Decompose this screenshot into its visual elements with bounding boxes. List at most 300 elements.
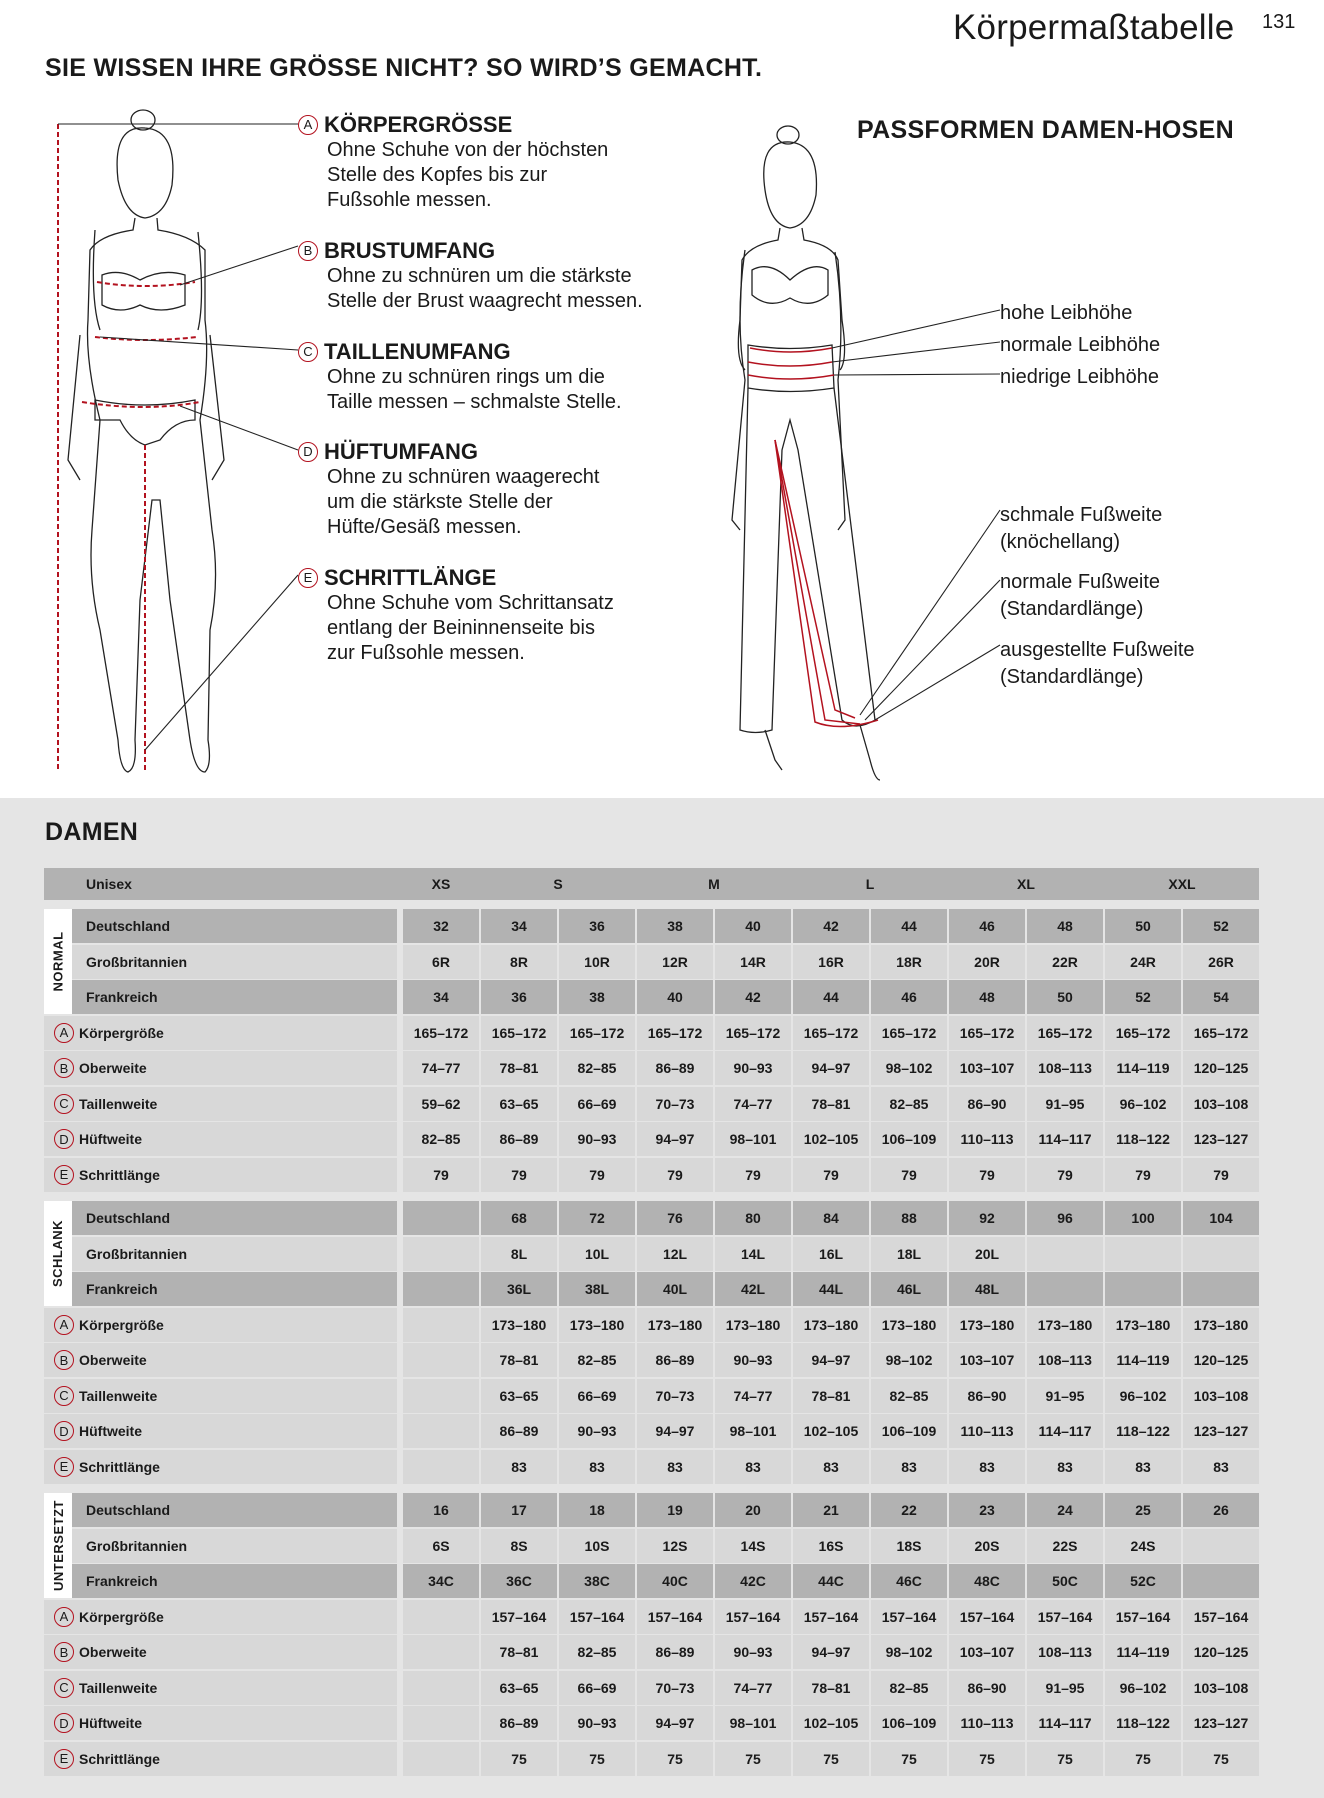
table-cell: 42 (793, 909, 869, 943)
table-header-label: Unisex (86, 876, 132, 892)
measure-letter-icon: A (54, 1607, 74, 1627)
section-label-text: UNTERSETZT (50, 1500, 66, 1592)
table-cell: 110–113 (949, 1122, 1025, 1156)
table-cell: 98–102 (871, 1635, 947, 1669)
table-cell: 96–102 (1105, 1087, 1181, 1121)
table-cell: 165–172 (793, 1016, 869, 1050)
table-cell: 173–180 (637, 1308, 713, 1342)
table-cell: 165–172 (1027, 1016, 1103, 1050)
measure-label-text: Oberweite (79, 1352, 147, 1369)
table-cell: 86–90 (949, 1379, 1025, 1413)
table-cell: 114–117 (1027, 1706, 1103, 1740)
table-cell: 83 (559, 1450, 635, 1484)
measure-label-text: Schrittlänge (79, 1458, 160, 1475)
table-cell: 22S (1027, 1529, 1103, 1563)
table-cell: 20S (949, 1529, 1025, 1563)
table-cell: 79 (1183, 1158, 1259, 1192)
table-cell: 94–97 (793, 1635, 869, 1669)
table-cell: 165–172 (715, 1016, 791, 1050)
table-cell: 173–180 (1183, 1308, 1259, 1342)
table-cell: 90–93 (559, 1122, 635, 1156)
table-cell: 82–85 (871, 1671, 947, 1705)
table-cell: 173–180 (949, 1308, 1025, 1342)
table-cell: 106–109 (871, 1122, 947, 1156)
table-cell: 79 (715, 1158, 791, 1192)
measurement-d (298, 439, 698, 540)
size-group-header: XS (431, 876, 451, 892)
table-cell: 23 (949, 1493, 1025, 1527)
section-label-schlank (44, 1201, 72, 1306)
table-cell: 24S (1105, 1529, 1181, 1563)
measure-row-label (54, 1122, 384, 1156)
table-cell (403, 1343, 479, 1377)
table-cell: 114–119 (1105, 1635, 1181, 1669)
measure-row-label (54, 1671, 384, 1705)
table-cell: 52 (1183, 909, 1259, 943)
table-cell: 18R (871, 945, 947, 979)
table-cell: 165–172 (403, 1016, 479, 1050)
measure-row-label (54, 1343, 384, 1377)
table-cell: 17 (481, 1493, 557, 1527)
size-row-label: Großbritannien (86, 953, 188, 970)
table-cell: 66–69 (559, 1671, 635, 1705)
table-cell: 46 (949, 909, 1025, 943)
passformen-title: PASSFORMEN DAMEN-HOSEN (857, 116, 1234, 144)
table-cell: 40L (637, 1272, 713, 1306)
size-row-label: Deutschland (86, 918, 171, 934)
table-cell: 114–119 (1105, 1343, 1181, 1377)
table-cell: 86–89 (481, 1122, 557, 1156)
table-cell: 75 (1027, 1742, 1103, 1776)
table-cell: 75 (1183, 1742, 1259, 1776)
table-cell: 12L (637, 1237, 713, 1271)
table-cell: 96–102 (1105, 1379, 1181, 1413)
table-cell: 78–81 (793, 1087, 869, 1121)
trouser-fit-illustration (720, 120, 1010, 790)
table-cell (1027, 1237, 1103, 1271)
table-cell: 98–101 (715, 1706, 791, 1740)
measure-row-label (54, 1379, 384, 1413)
size-row-label: Großbritannien (86, 1245, 188, 1262)
table-cell: 123–127 (1183, 1706, 1259, 1740)
table-cell: 91–95 (1027, 1379, 1103, 1413)
table-cell: 96 (1027, 1201, 1103, 1235)
table-cell: 72 (559, 1201, 635, 1235)
table-cell: 82–85 (559, 1343, 635, 1377)
table-cell: 103–107 (949, 1343, 1025, 1377)
table-cell: 46 (871, 980, 947, 1014)
table-cell: 36 (559, 909, 635, 943)
table-cell: 48 (1027, 909, 1103, 943)
table-cell (1027, 1272, 1103, 1306)
measure-row-label (54, 1742, 384, 1776)
table-cell: 157–164 (1183, 1600, 1259, 1634)
table-cell: 157–164 (1027, 1600, 1103, 1634)
table-cell: 91–95 (1027, 1671, 1103, 1705)
page-title: Körpermaßtabelle (953, 8, 1235, 47)
measurement-e (298, 565, 698, 666)
table-cell: 82–85 (403, 1122, 479, 1156)
table-cell: 110–113 (949, 1706, 1025, 1740)
table-cell: 118–122 (1105, 1706, 1181, 1740)
measure-label-text: Oberweite (79, 1060, 147, 1077)
measure-label-text: Taillenweite (79, 1095, 158, 1112)
table-cell: 74–77 (715, 1671, 791, 1705)
table-cell: 48 (949, 980, 1025, 1014)
table-cell (403, 1379, 479, 1413)
table-cell: 50 (1105, 909, 1181, 943)
table-cell: 118–122 (1105, 1122, 1181, 1156)
measure-row-label (54, 1414, 384, 1448)
table-cell: 40 (637, 980, 713, 1014)
table-cell: 173–180 (793, 1308, 869, 1342)
table-cell: 106–109 (871, 1414, 947, 1448)
table-cell: 94–97 (637, 1706, 713, 1740)
table-cell: 165–172 (559, 1016, 635, 1050)
table-cell (403, 1237, 479, 1271)
table-cell: 79 (871, 1158, 947, 1192)
table-cell: 165–172 (481, 1016, 557, 1050)
measure-label-text: Hüftweite (79, 1131, 142, 1148)
table-cell: 94–97 (793, 1343, 869, 1377)
measure-row-label (54, 1158, 384, 1192)
table-cell: 38 (559, 980, 635, 1014)
table-cell: 84 (793, 1201, 869, 1235)
table-cell: 26 (1183, 1493, 1259, 1527)
measurement-title: TAILLENUMFANG (324, 339, 511, 364)
table-cell: 102–105 (793, 1414, 869, 1448)
table-cell: 6R (403, 945, 479, 979)
table-cell: 157–164 (949, 1600, 1025, 1634)
table-cell: 173–180 (1027, 1308, 1103, 1342)
table-cell: 66–69 (559, 1087, 635, 1121)
table-cell: 40 (715, 909, 791, 943)
table-cell: 82–85 (559, 1051, 635, 1085)
table-cell: 108–113 (1027, 1635, 1103, 1669)
measure-row-label (54, 1308, 384, 1342)
table-cell: 34 (481, 909, 557, 943)
measure-label-text: Schrittlänge (79, 1750, 160, 1767)
table-cell: 90–93 (715, 1343, 791, 1377)
table-cell: 90–93 (715, 1051, 791, 1085)
table-cell: 83 (715, 1450, 791, 1484)
table-cell: 21 (793, 1493, 869, 1527)
table-cell: 118–122 (1105, 1414, 1181, 1448)
measurement-letter: D (298, 442, 318, 462)
table-cell: 18L (871, 1237, 947, 1271)
table-cell: 79 (637, 1158, 713, 1192)
measurement-description: Ohne Schuhe vom Schrittansatz entlang der Beininnenseite bis zur Fußsohle messen. (327, 592, 614, 664)
table-cell: 86–89 (481, 1414, 557, 1448)
table-cell: 83 (637, 1450, 713, 1484)
table-cell: 34 (403, 980, 479, 1014)
table-cell: 165–172 (949, 1016, 1025, 1050)
table-cell: 157–164 (793, 1600, 869, 1634)
table-cell: 98–102 (871, 1343, 947, 1377)
table-cell: 20L (949, 1237, 1025, 1271)
table-cell: 20 (715, 1493, 791, 1527)
measure-letter-icon: D (54, 1421, 74, 1441)
table-cell (403, 1600, 479, 1634)
table-cell: 165–172 (1183, 1016, 1259, 1050)
table-cell: 22 (871, 1493, 947, 1527)
table-cell: 14L (715, 1237, 791, 1271)
measure-row-label (54, 1450, 384, 1484)
measure-letter-icon: D (54, 1713, 74, 1733)
table-cell: 8S (481, 1529, 557, 1563)
measure-label-text: Oberweite (79, 1644, 147, 1661)
table-cell: 120–125 (1183, 1051, 1259, 1085)
size-group-header: L (865, 876, 875, 892)
section-label-untersetzt (44, 1493, 72, 1598)
table-cell: 102–105 (793, 1122, 869, 1156)
table-cell: 165–172 (637, 1016, 713, 1050)
table-cell: 157–164 (871, 1600, 947, 1634)
table-cell (1105, 1272, 1181, 1306)
measure-letter-icon: B (54, 1642, 74, 1662)
table-cell: 106–109 (871, 1706, 947, 1740)
section-label-text: SCHLANK (50, 1220, 66, 1288)
table-cell: 114–117 (1027, 1122, 1103, 1156)
table-cell: 92 (949, 1201, 1025, 1235)
size-row-label: Deutschland (86, 1502, 171, 1518)
table-cell: 120–125 (1183, 1343, 1259, 1377)
table-cell: 36 (481, 980, 557, 1014)
table-cell: 12R (637, 945, 713, 979)
table-cell: 10L (559, 1237, 635, 1271)
table-cell: 36L (481, 1272, 557, 1306)
table-cell: 86–89 (637, 1343, 713, 1377)
table-cell: 75 (637, 1742, 713, 1776)
measurement-description: Ohne zu schnüren um die stärkste Stelle der Brust waagrecht messen. (327, 265, 643, 312)
table-cell: 44 (793, 980, 869, 1014)
table-cell (403, 1671, 479, 1705)
table-cell: 74–77 (403, 1051, 479, 1085)
table-cell: 102–105 (793, 1706, 869, 1740)
measure-letter-icon: C (54, 1094, 74, 1114)
measure-letter-icon: B (54, 1058, 74, 1078)
section-label-normal (44, 909, 72, 1014)
table-cell: 24R (1105, 945, 1181, 979)
size-row-label: Deutschland (86, 1210, 171, 1226)
table-cell: 82–85 (871, 1087, 947, 1121)
table-cell: 79 (403, 1158, 479, 1192)
table-cell: 54 (1183, 980, 1259, 1014)
table-cell: 26R (1183, 945, 1259, 979)
fit-label-flared-leg: ausgestellte Fußweite (Standardlänge) (1000, 639, 1195, 688)
measure-label-text: Taillenweite (79, 1387, 158, 1404)
fit-label-high-rise: hohe Leibhöhe (1000, 302, 1133, 324)
table-cell: 8L (481, 1237, 557, 1271)
table-cell (403, 1201, 479, 1235)
measure-label-text: Schrittlänge (79, 1166, 160, 1183)
table-cell: 108–113 (1027, 1343, 1103, 1377)
table-cell: 98–101 (715, 1122, 791, 1156)
table-cell: 20R (949, 945, 1025, 979)
table-cell: 108–113 (1027, 1051, 1103, 1085)
table-cell: 16 (403, 1493, 479, 1527)
table-cell: 78–81 (481, 1635, 557, 1669)
table-cell (403, 1272, 479, 1306)
table-cell: 157–164 (1105, 1600, 1181, 1634)
page-number: 131 (1262, 11, 1296, 33)
table-cell: 100 (1105, 1201, 1181, 1235)
table-cell: 90–93 (559, 1706, 635, 1740)
size-group-header: XXL (1168, 876, 1196, 892)
fit-label-normal-leg: normale Fußweite (Standardlänge) (1000, 571, 1161, 620)
measure-row-label (54, 1635, 384, 1669)
measurement-title: HÜFTUMFANG (324, 439, 478, 464)
table-cell: 75 (793, 1742, 869, 1776)
table-cell: 98–102 (871, 1051, 947, 1085)
table-cell: 75 (715, 1742, 791, 1776)
table-cell: 83 (481, 1450, 557, 1484)
table-cell: 63–65 (481, 1087, 557, 1121)
table-cell: 63–65 (481, 1379, 557, 1413)
table-cell: 83 (1183, 1450, 1259, 1484)
table-cell (403, 1308, 479, 1342)
table-cell: 82–85 (871, 1379, 947, 1413)
table-cell: 75 (481, 1742, 557, 1776)
table-cell: 82–85 (559, 1635, 635, 1669)
table-cell: 16L (793, 1237, 869, 1271)
table-cell: 86–89 (481, 1706, 557, 1740)
measure-row-label (54, 1706, 384, 1740)
table-cell: 98–101 (715, 1414, 791, 1448)
table-cell: 78–81 (481, 1343, 557, 1377)
measure-letter-icon: E (54, 1749, 74, 1769)
table-cell: 79 (481, 1158, 557, 1192)
table-cell: 42 (715, 980, 791, 1014)
table-cell: 83 (871, 1450, 947, 1484)
table-cell: 50C (1027, 1564, 1103, 1598)
table-cell: 83 (949, 1450, 1025, 1484)
table-cell: 157–164 (559, 1600, 635, 1634)
table-cell: 75 (1105, 1742, 1181, 1776)
table-cell: 12S (637, 1529, 713, 1563)
table-cell: 10R (559, 945, 635, 979)
table-cell: 104 (1183, 1201, 1259, 1235)
measurement-description: Ohne Schuhe von der höchsten Stelle des Kopfes bis zur Fußsohle messen. (327, 139, 609, 211)
table-cell: 79 (559, 1158, 635, 1192)
table-cell: 86–90 (949, 1671, 1025, 1705)
table-cell: 94–97 (793, 1051, 869, 1085)
measurement-letter: A (298, 115, 318, 135)
measurement-title: KÖRPERGRÖSSE (324, 112, 513, 137)
table-cell: 120–125 (1183, 1635, 1259, 1669)
table-cell: 18S (871, 1529, 947, 1563)
table-cell: 173–180 (559, 1308, 635, 1342)
table-cell: 52 (1105, 980, 1181, 1014)
measure-row-label (54, 1016, 384, 1050)
measure-letter-icon: E (54, 1165, 74, 1185)
size-group-header: S (553, 876, 563, 892)
size-row-label: Frankreich (86, 989, 158, 1006)
table-cell: 103–108 (1183, 1671, 1259, 1705)
table-cell: 46L (871, 1272, 947, 1306)
table-cell (403, 1635, 479, 1669)
table-cell: 173–180 (715, 1308, 791, 1342)
size-group-header: XL (1017, 876, 1035, 892)
table-cell: 83 (1105, 1450, 1181, 1484)
measure-label-text: Taillenweite (79, 1679, 158, 1696)
table-cell: 123–127 (1183, 1414, 1259, 1448)
table-cell: 22R (1027, 945, 1103, 979)
table-cell: 38L (559, 1272, 635, 1306)
table-cell: 14R (715, 945, 791, 979)
table-cell: 16R (793, 945, 869, 979)
measurement-b (298, 238, 698, 314)
size-row-label: Frankreich (86, 1573, 158, 1590)
table-cell: 25 (1105, 1493, 1181, 1527)
table-cell: 75 (949, 1742, 1025, 1776)
measurement-letter: E (298, 568, 318, 588)
table-cell: 91–95 (1027, 1087, 1103, 1121)
table-cell: 75 (871, 1742, 947, 1776)
table-cell: 79 (949, 1158, 1025, 1192)
table-cell: 86–90 (949, 1087, 1025, 1121)
table-cell: 90–93 (559, 1414, 635, 1448)
table-cell: 79 (1105, 1158, 1181, 1192)
table-cell: 78–81 (793, 1379, 869, 1413)
measurement-letter: B (298, 241, 318, 261)
measure-row-label (54, 1600, 384, 1634)
size-group-header: M (708, 876, 720, 892)
measure-letter-icon: A (54, 1023, 74, 1043)
measurement-title: SCHRITTLÄNGE (324, 565, 497, 590)
table-cell: 110–113 (949, 1414, 1025, 1448)
table-cell: 86–89 (637, 1635, 713, 1669)
table-cell: 80 (715, 1201, 791, 1235)
measure-letter-icon: A (54, 1315, 74, 1335)
table-cell: 48L (949, 1272, 1025, 1306)
measurement-description: Ohne zu schnüren waagerecht um die stärkste Stelle der Hüfte/Gesäß messen. (327, 466, 600, 538)
measure-letter-icon: C (54, 1678, 74, 1698)
table-cell: 94–97 (637, 1122, 713, 1156)
measure-label-text: Körpergröße (79, 1316, 164, 1333)
table-cell: 103–107 (949, 1051, 1025, 1085)
table-cell: 16S (793, 1529, 869, 1563)
measure-letter-icon: C (54, 1386, 74, 1406)
measure-label-text: Körpergröße (79, 1608, 164, 1625)
main-heading: SIE WISSEN IHRE GRÖSSE NICHT? SO WIRD’S GEMACHT. (45, 54, 763, 82)
table-cell: 70–73 (637, 1087, 713, 1121)
measurement-figure-illustration (40, 100, 300, 790)
table-title: DAMEN (45, 818, 139, 846)
table-cell (403, 1414, 479, 1448)
measurement-letter: C (298, 342, 318, 362)
table-cell: 70–73 (637, 1379, 713, 1413)
table-cell: 157–164 (715, 1600, 791, 1634)
table-cell: 52C (1105, 1564, 1181, 1598)
table-cell (403, 1450, 479, 1484)
table-cell: 18 (559, 1493, 635, 1527)
measure-row-label (54, 1051, 384, 1085)
measure-letter-icon: B (54, 1350, 74, 1370)
table-cell: 173–180 (481, 1308, 557, 1342)
size-row-label: Frankreich (86, 1281, 158, 1298)
table-cell: 165–172 (871, 1016, 947, 1050)
table-cell: 83 (1027, 1450, 1103, 1484)
table-cell: 42L (715, 1272, 791, 1306)
table-cell: 76 (637, 1201, 713, 1235)
table-cell: 24 (1027, 1493, 1103, 1527)
table-cell: 83 (793, 1450, 869, 1484)
table-cell: 75 (559, 1742, 635, 1776)
table-cell: 14S (715, 1529, 791, 1563)
table-cell (1183, 1529, 1259, 1563)
table-cell: 38C (559, 1564, 635, 1598)
